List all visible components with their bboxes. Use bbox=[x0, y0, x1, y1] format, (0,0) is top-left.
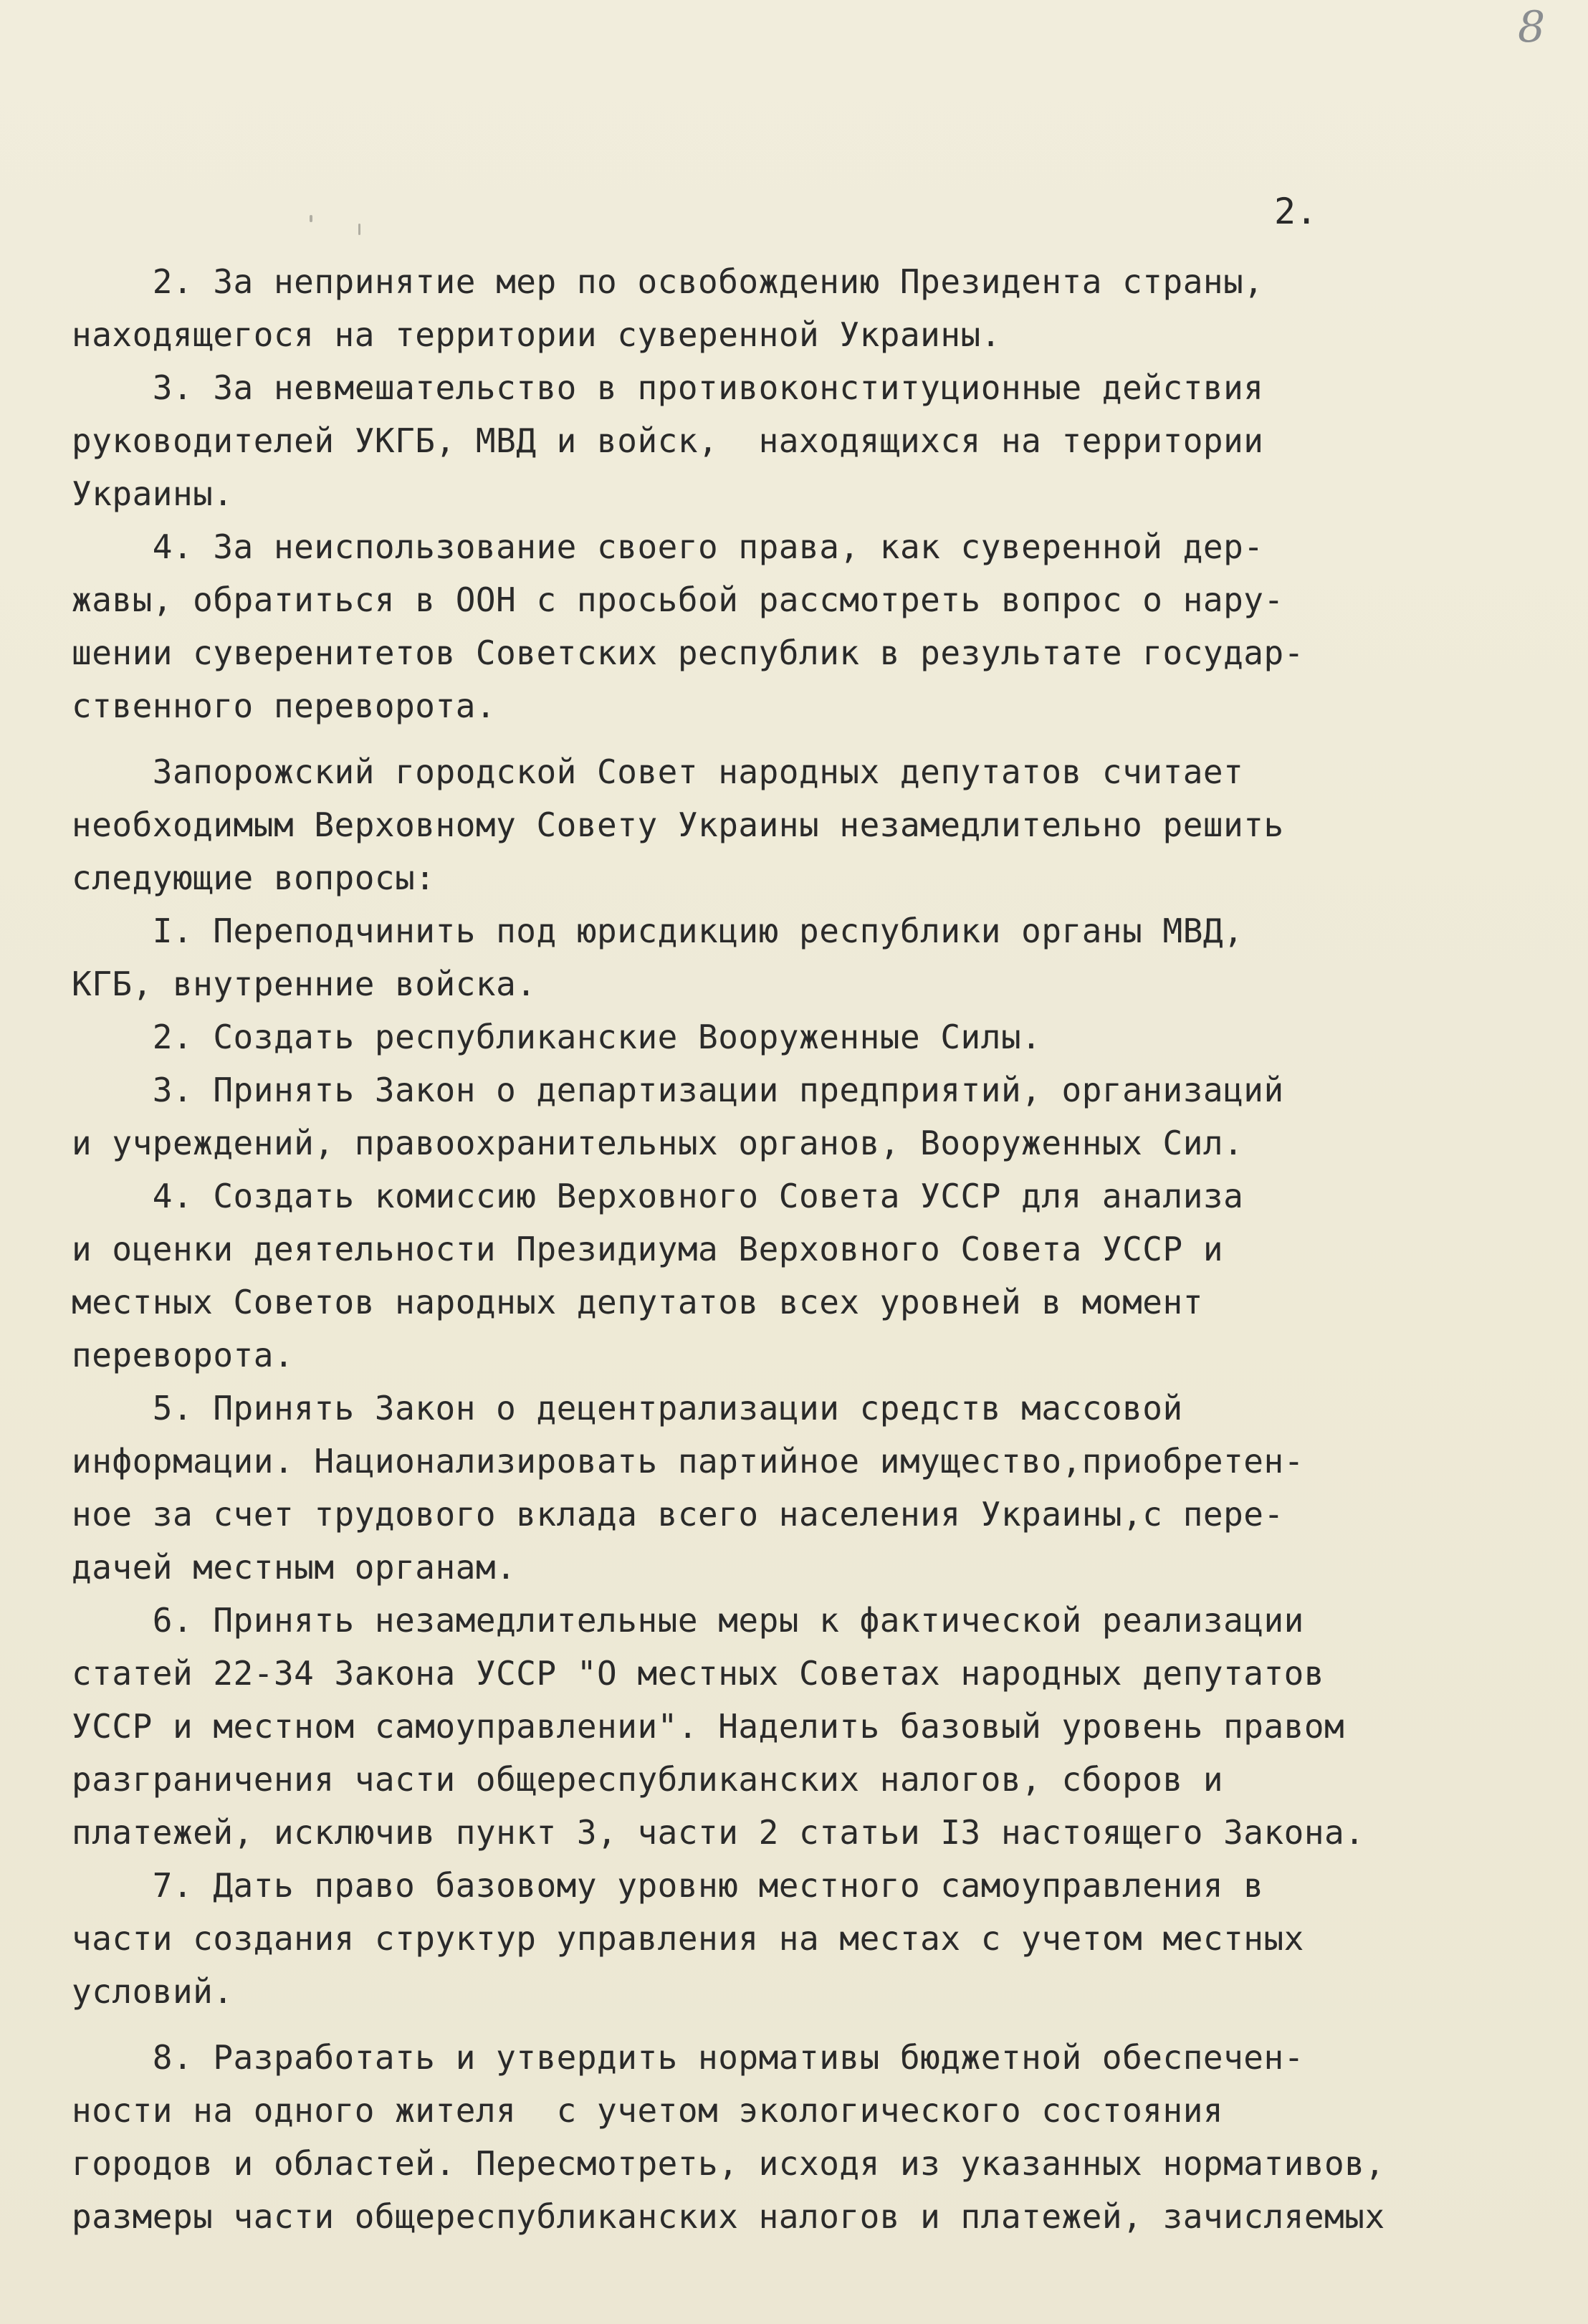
text-line: 4. За неиспользование своего права, как суверенной дер- bbox=[72, 527, 1264, 566]
text-line: ности на одного жителя с учетом экологического состояния bbox=[72, 2091, 1224, 2130]
text-line: 4. Создать комиссию Верховного Совета УССР для анализа bbox=[72, 1177, 1244, 1215]
text-line: необходимым Верховному Совету Украины незамедлительно решить bbox=[72, 805, 1284, 844]
archive-page-number: 8 bbox=[1518, 2, 1546, 52]
text-line: дачей местным органам. bbox=[72, 1548, 517, 1587]
text-line: 3. За невмешательство в противоконституционные действия bbox=[72, 368, 1264, 407]
text-line: местных Советов народных депутатов всех уровней в момент bbox=[72, 1283, 1203, 1321]
text-line: размеры части общереспубликанских налогов и платежей, зачисляемых bbox=[72, 2197, 1385, 2236]
text-line: I. Переподчинить под юрисдикцию республики органы МВД, bbox=[72, 912, 1244, 950]
text-line: жавы, обратиться в ООН с просьбой рассмотреть вопрос о нару- bbox=[72, 580, 1284, 619]
text-line: части создания структур управления на местах с учетом местных bbox=[72, 1919, 1304, 1958]
paragraph-gap bbox=[72, 2018, 1548, 2031]
text-line: и учреждений, правоохранительных органов, Вооруженных Сил. bbox=[72, 1124, 1244, 1162]
text-line: 6. Принять незамедлительные меры к фактической реализации bbox=[72, 1601, 1304, 1640]
text-line: Украины. bbox=[72, 474, 234, 513]
ink-mark bbox=[310, 215, 312, 222]
text-line: 3. Принять Закон о департизации предприятий, организаций bbox=[72, 1071, 1284, 1109]
text-line: разграничения части общереспубликанских налогов, сборов и bbox=[72, 1760, 1224, 1799]
text-line: ное за счет трудового вклада всего населения Украины,с пере- bbox=[72, 1495, 1284, 1534]
text-line: находящегося на территории суверенной Украины. bbox=[72, 315, 1001, 354]
text-line: 7. Дать право базовому уровню местного самоуправления в bbox=[72, 1866, 1264, 1905]
text-line: 8. Разработать и утвердить нормативы бюджетной обеспечен- bbox=[72, 2038, 1304, 2077]
text-line: переворота. bbox=[72, 1336, 295, 1374]
ink-mark bbox=[358, 224, 360, 235]
text-line: 2. Создать республиканские Вооруженные Силы. bbox=[72, 1018, 1042, 1056]
text-line: условий. bbox=[72, 1972, 234, 2011]
body-text bbox=[72, 255, 1548, 2243]
text-line: городов и областей. Пересмотреть, исходя из указанных нормативов, bbox=[72, 2144, 1385, 2183]
text-line: шении суверенитетов Советских республик в результате государ- bbox=[72, 633, 1304, 672]
text-line: руководителей УКГБ, МВД и войск, находящихся на территории bbox=[72, 421, 1264, 460]
text-line: информации. Национализировать партийное имущество,приобретен- bbox=[72, 1442, 1304, 1481]
text-line: ственного переворота. bbox=[72, 687, 497, 725]
text-line: 2. За непринятие мер по освобождению Президента страны, bbox=[72, 262, 1264, 301]
text-line: и оценки деятельности Президиума Верховного Совета УССР и bbox=[72, 1230, 1224, 1268]
text-line: статей 22-34 Закона УССР "О местных Советах народных депутатов bbox=[72, 1654, 1325, 1693]
paragraph-gap bbox=[72, 732, 1548, 745]
page-number: 2. bbox=[1274, 191, 1318, 232]
text-line: следующие вопросы: bbox=[72, 859, 436, 897]
text-line: УССР и местном самоуправлении". Наделить базовый уровень правом bbox=[72, 1707, 1345, 1746]
text-line: платежей, исключив пункт 3, части 2 статьи I3 настоящего Закона. bbox=[72, 1813, 1365, 1852]
text-line: Запорожский городской Совет народных депутатов считает bbox=[72, 752, 1244, 791]
text-line: КГБ, внутренние войска. bbox=[72, 965, 537, 1003]
text-line: 5. Принять Закон о децентрализации средств массовой bbox=[72, 1389, 1183, 1428]
